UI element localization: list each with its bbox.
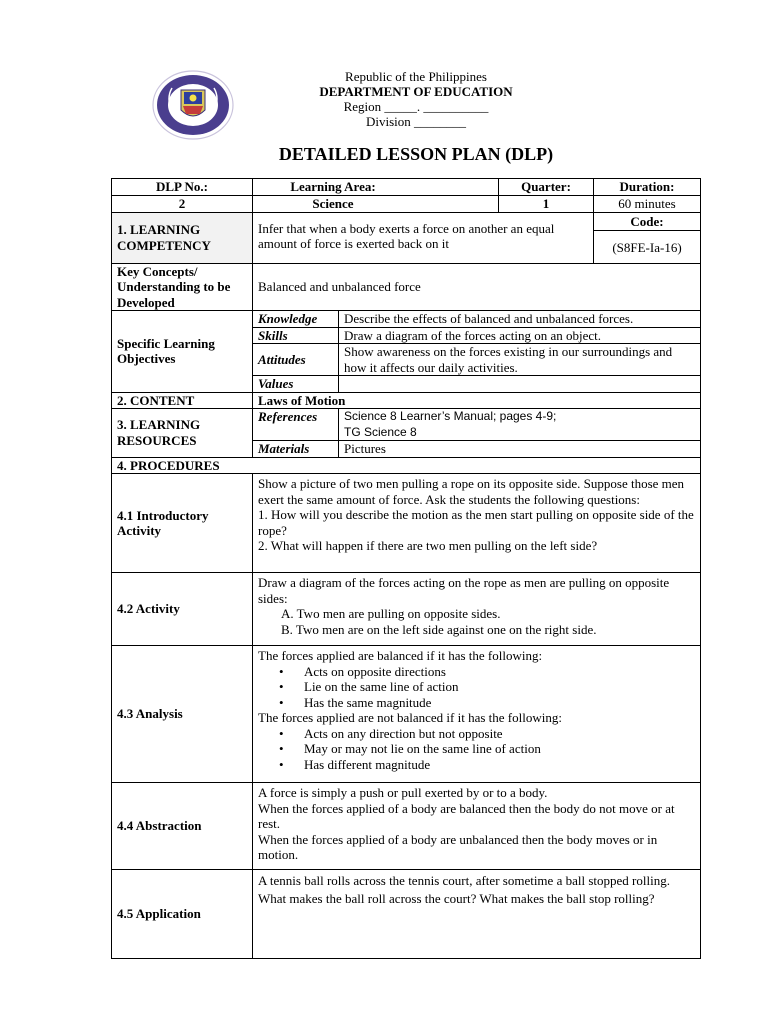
knowledge-text: Describe the effects of balanced and unbalanced forces. bbox=[339, 311, 701, 328]
materials-label: Materials bbox=[253, 441, 339, 458]
attitudes-label: Attitudes bbox=[253, 344, 339, 376]
objectives-label: Specific Learning Objectives bbox=[112, 311, 253, 393]
intro-text bbox=[253, 474, 701, 573]
activity-row bbox=[112, 573, 701, 646]
code-value: (S8FE-Ia-16) bbox=[612, 239, 682, 255]
unbalanced-item: • Has different magnitude bbox=[304, 757, 695, 773]
learning-area-label: Learning Area: bbox=[253, 179, 499, 196]
info-header-row bbox=[112, 179, 701, 196]
balanced-list bbox=[258, 664, 695, 711]
department-line: DEPARTMENT OF EDUCATION bbox=[319, 84, 513, 99]
unbalanced-list bbox=[258, 726, 695, 773]
activity-text bbox=[253, 573, 701, 646]
materials-text: Pictures bbox=[339, 441, 701, 458]
info-value-row bbox=[112, 196, 701, 213]
key-concepts-text: Balanced and unbalanced force bbox=[253, 263, 701, 311]
balanced-item: • Lie on the same line of action bbox=[304, 679, 695, 695]
analysis-label: 4.3 Analysis bbox=[112, 646, 253, 783]
dlp-no-value: 2 bbox=[112, 196, 253, 213]
references-text bbox=[339, 409, 701, 441]
key-concepts-row bbox=[112, 263, 701, 311]
lesson-plan-table bbox=[111, 178, 701, 959]
dlp-no-label: DLP No.: bbox=[112, 179, 253, 196]
abstraction-line-3: When the forces applied of a body are unbalanced then the body moves or in motion. bbox=[258, 831, 658, 862]
deped-seal-logo bbox=[152, 70, 234, 140]
code-cell bbox=[594, 212, 701, 263]
competency-row bbox=[112, 212, 701, 263]
balanced-item: • Has the same magnitude bbox=[304, 695, 695, 711]
unbalanced-item: • Acts on any direction but not opposite bbox=[304, 726, 695, 742]
abstraction-line-1: A force is simply a push or pull exerted by or to a body. bbox=[258, 785, 548, 800]
abstraction-line-2: When the forces applied of a body are balanced then the body do not move or at rest. bbox=[258, 800, 675, 831]
abstraction-row bbox=[112, 783, 701, 870]
unbalanced-item: • May or may not lie on the same line of action bbox=[304, 741, 695, 757]
activity-list bbox=[258, 606, 695, 637]
intro-question-2: 2. What will happen if there are two men pulling on the left side? bbox=[258, 538, 598, 553]
quarter-label: Quarter: bbox=[499, 179, 594, 196]
procedures-heading-row bbox=[112, 457, 701, 474]
references-line-1: Science 8 Learner’s Manual; pages 4-9; bbox=[344, 409, 557, 423]
references-row bbox=[112, 409, 701, 441]
quarter-value: 1 bbox=[499, 196, 594, 213]
references-line-2: TG Science 8 bbox=[344, 424, 417, 439]
intro-paragraph: Show a picture of two men pulling a rope on its opposite side. Suppose those men exert the same amount of force. Ask the students the following questions: bbox=[258, 476, 685, 507]
procedures-label: 4. PROCEDURES bbox=[112, 457, 701, 474]
application-text: A tennis ball rolls across the tennis court, after sometime a ball stopped rolling. What makes the ball roll across the court? What makes the ball stop rolling? bbox=[253, 870, 701, 959]
activity-instruction: Draw a diagram of the forces acting on the rope as men are pulling on opposite sides: bbox=[258, 575, 670, 606]
skills-label: Skills bbox=[253, 327, 339, 344]
abstraction-label: 4.4 Abstraction bbox=[112, 783, 253, 870]
duration-label: Duration: bbox=[594, 179, 701, 196]
analysis-unbalanced-intro: The forces applied are not balanced if it has the following: bbox=[258, 710, 562, 725]
region-line: Region _____. __________ bbox=[343, 99, 489, 114]
values-text bbox=[339, 376, 701, 393]
activity-item-b: B. Two men are on the left side against one on the right side. bbox=[281, 621, 597, 637]
learning-area-value: Science bbox=[253, 196, 499, 213]
activity-item-a: A. Two men are pulling on opposite sides. bbox=[281, 606, 501, 621]
application-row bbox=[112, 870, 701, 959]
introductory-activity-row bbox=[112, 474, 701, 573]
intro-question-1: 1. How will you describe the motion as the men start pulling on opposite side of the rope? bbox=[258, 507, 694, 538]
competency-label: 1. LEARNING COMPETENCY bbox=[112, 212, 253, 263]
analysis-balanced-intro: The forces applied are balanced if it has the following: bbox=[258, 648, 543, 663]
analysis-text bbox=[253, 646, 701, 783]
references-label: References bbox=[253, 409, 339, 441]
skills-text: Draw a diagram of the forces acting on an object. bbox=[339, 327, 701, 344]
duration-value: 60 minutes bbox=[594, 196, 701, 213]
intro-label: 4.1 Introductory Activity bbox=[112, 474, 253, 573]
objective-knowledge-row bbox=[112, 311, 701, 328]
application-label: 4.5 Application bbox=[112, 870, 253, 959]
activity-label: 4.2 Activity bbox=[112, 573, 253, 646]
division-line: Division ________ bbox=[365, 114, 467, 129]
content-text: Laws of Motion bbox=[253, 392, 701, 409]
values-label: Values bbox=[253, 376, 339, 393]
republic-line: Republic of the Philippines bbox=[345, 69, 487, 84]
knowledge-label: Knowledge bbox=[253, 311, 339, 328]
code-label: Code: bbox=[594, 213, 700, 231]
content-row bbox=[112, 392, 701, 409]
abstraction-text bbox=[253, 783, 701, 870]
analysis-row bbox=[112, 646, 701, 783]
resources-label: 3. LEARNING RESOURCES bbox=[112, 409, 253, 458]
key-concepts-label: Key Concepts/ Understanding to be Developed bbox=[112, 263, 253, 311]
balanced-item: • Acts on opposite directions bbox=[304, 664, 695, 680]
attitudes-text: Show awareness on the forces existing in our surroundings and how it affects our daily activities. bbox=[339, 344, 701, 376]
page-title: DETAILED LESSON PLAN (DLP) bbox=[278, 144, 554, 164]
content-label: 2. CONTENT bbox=[112, 392, 253, 409]
competency-text: Infer that when a body exerts a force on another an equal amount of force is exerted back on it bbox=[253, 212, 594, 263]
